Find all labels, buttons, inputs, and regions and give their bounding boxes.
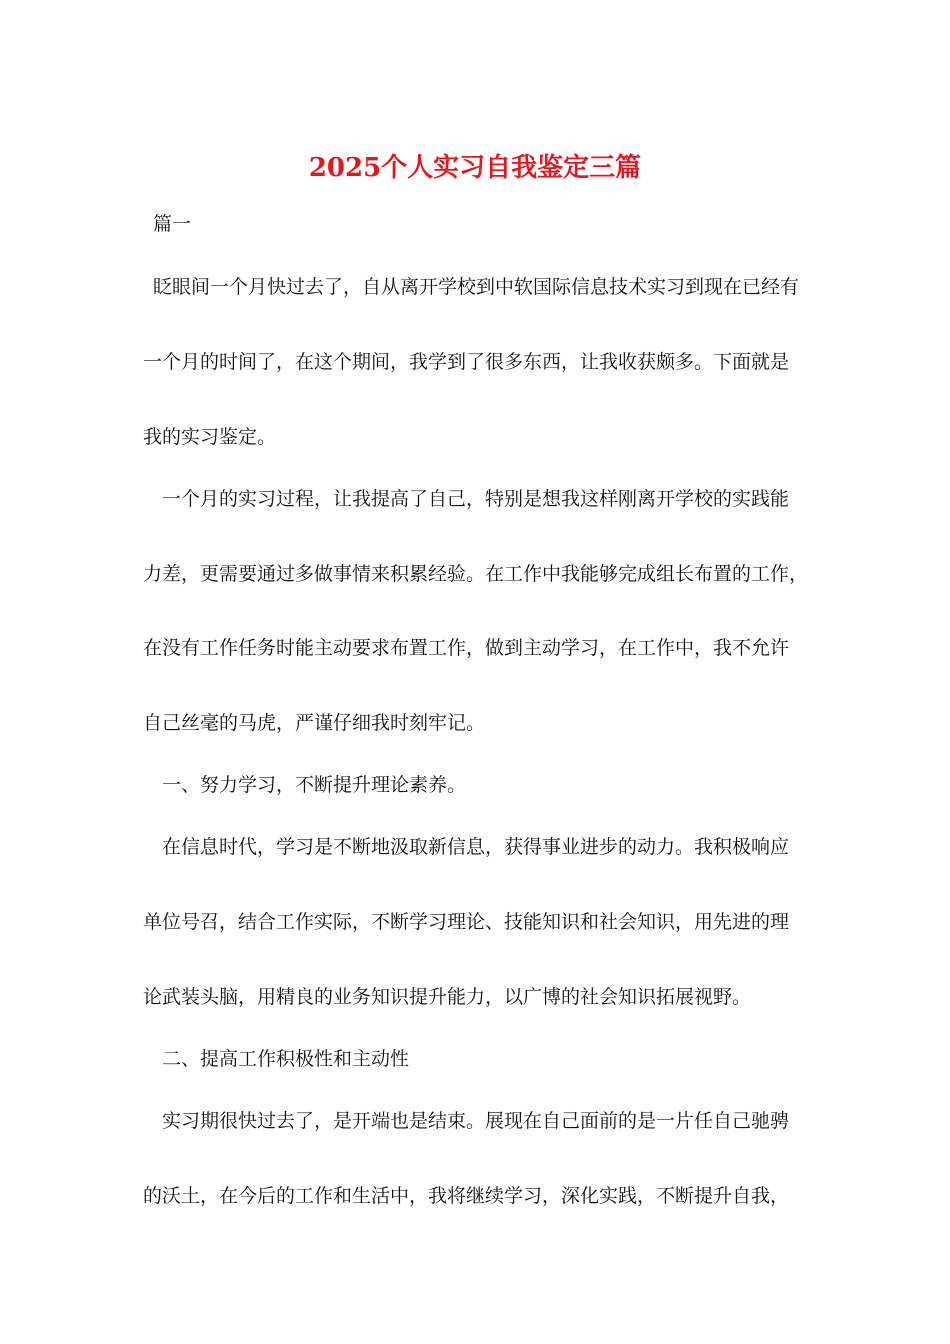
section-heading: 一、努力学习，不断提升理论素养。 <box>162 774 467 796</box>
paragraph-line: 眨眼间一个月快过去了，自从离开学校到中软国际信息技术实习到现在已经有 <box>153 276 800 298</box>
paragraph-line: 一个月的实习过程，让我提高了自己，特别是想我这样刚离开学校的实践能 <box>162 488 790 510</box>
paragraph-line: 单位号召，结合工作实际，不断学习理论、技能知识和社会知识，用先进的理 <box>143 911 790 933</box>
paragraph-line: 的沃土，在今后的工作和生活中，我将继续学习，深化实践，不断提升自我， <box>143 1185 790 1207</box>
paragraph-line: 我的实习鉴定。 <box>143 426 277 448</box>
section-heading: 二、提高工作积极性和主动性 <box>162 1048 410 1070</box>
section-label: 篇一 <box>153 213 192 235</box>
document-title: 2025个人实习自我鉴定三篇 <box>308 153 642 183</box>
paragraph-line: 在没有工作任务时能主动要求布置工作，做到主动学习，在工作中，我不允许 <box>143 637 790 659</box>
paragraph-line: 实习期很快过去了，是开端也是结束。展现在自己面前的是一片任自己驰骋 <box>162 1110 790 1132</box>
paragraph-line: 力差，更需要通过多做事情来积累经验。在工作中我能够完成组长布置的工作， <box>143 563 809 585</box>
paragraph-line: 在信息时代，学习是不断地汲取新信息，获得事业进步的动力。我积极响应 <box>162 836 790 858</box>
paragraph-line: 论武装头脑，用精良的业务知识提升能力，以广博的社会知识拓展视野。 <box>143 986 752 1008</box>
paragraph-line: 自己丝毫的马虎，严谨仔细我时刻牢记。 <box>143 712 486 734</box>
paragraph-line: 一个月的时间了，在这个期间，我学到了很多东西，让我收获颇多。下面就是 <box>143 351 790 373</box>
